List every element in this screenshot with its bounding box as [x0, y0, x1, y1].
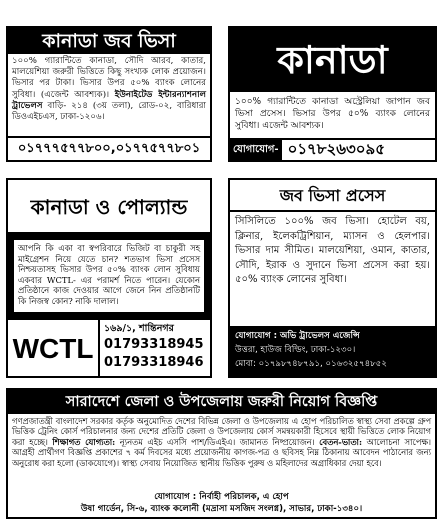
ad-job-visa-process — [228, 178, 437, 378]
wctl-logo: WCTL — [8, 320, 100, 376]
ad-title: সারাদেশে জেলা ও উপজেলায় জরুরী নিয়োগ বিজ্ঞপ্তি — [8, 390, 435, 414]
ad-body: ১০০% গ্যারান্টিতে কানাডা অস্ট্রেলিয়া জাপান জব ভিসা প্রসেস। ভিসার উপর ৫০% ব্যাংক লোনের সুবিধা। এজেন্ট আবশ্যক। — [235, 97, 430, 131]
ad-phone-1: 01793318945 — [104, 337, 204, 352]
ad-phone: ০১৭৮২৬৩০৯৫ — [287, 139, 386, 158]
ad-address: বাড়ি- ২১৪ (৩য় তলা), রোড-০২, বারিধারা ডিওএইচএস, ঢাকা-১২০৬। — [12, 100, 206, 123]
ad-contact-box — [230, 326, 435, 376]
ad-phone-2: 01793318946 — [104, 355, 204, 370]
ad-salary: আলোচনা সাপেক্ষ। আগ্রহী প্রার্থীগণ বিজ্ঞপ্তি প্রকাশের ৭ কর্ম দিবসের মধ্যে প্রয়োজনীয় কাগজ-পত্র ও ছবিসহ নিম্ন ঠিকানায় আবেদন পাঠানোর জন্য অনুরোধ করা হলো (ডাকযোগে)। স্বাস্থ্য সেবায় নিয়োজিত স্থানীয় ভিত্তিক পুরুষ ও মহিলাদের অগ্রাধিকার দেয়া হবে। — [12, 436, 432, 468]
ad-body: আপনি কি একা বা স্বপরিবারে ভিজিট বা চাকুরী সহ মাইগ্রেশন নিয়ে যেতে চান? শতভাগ ভিসা প্রসেস নিশ্চয়তাসহ ভিসার উপর ৫০% ব্যাংক লোন সুবিধায় একবার WCTL- এর পরামর্শ নিতে পারেন। যেকোন প্রতিষ্ঠানে কাজ দেওয়ার আগে জেনে নিন প্রতিষ্ঠানটি কি নিজস্ব কোন? নাকি দালাল। — [14, 240, 204, 312]
ad-canada — [228, 26, 437, 162]
ad-body — [8, 414, 435, 490]
ad-phone-bar — [8, 136, 210, 160]
ad-title: জব ভিসা প্রসেস — [230, 180, 435, 212]
ad-address: ১৬৯/১, শান্তিনগর — [104, 323, 174, 334]
ad-title: কানাডা — [230, 28, 435, 92]
ad-contact — [100, 320, 210, 376]
ad-address: উত্তরা, হাউজ বিল্ডিং, ঢাকা-১২৩০। — [235, 345, 356, 355]
ad-title: কানাডা ও পোল্যান্ড — [8, 180, 210, 234]
ad-body: সিসিলিতে ১০০% জব ভিসা। হোটেল বয়, ক্লিনার, ইলেকট্রিশিয়ান, ম্যাসন ও হেলপার। ভিসার দাম সীমিত। মালয়েশিয়া, ওমান, কাতার, সৌদি, ইরাক ও সুদানে ভিসা প্রসেস করা হয়। ৫০% ব্যাংক লোনের সুবিধা। — [235, 216, 430, 285]
ad-footer — [8, 318, 210, 376]
ad-contact-label: যোগাযোগ- — [230, 140, 282, 160]
ad-company: ইউনাইটেড ইন্টারন্যাশনাল ট্রাভেলস — [12, 89, 206, 111]
ad-address: উষা গার্ডেন, সি-৬, ব্যাংক কলোনী (মদ্রাসা মসজিদ সংলগ্ন), সাভার, ঢাকা-১৩৪০। — [80, 504, 363, 514]
ad-contact-box — [8, 490, 435, 517]
ad-body — [8, 54, 210, 134]
ad-qual-label: শিক্ষাগত যোগ্যতা: — [52, 436, 116, 447]
ad-canada-job-visa — [6, 26, 212, 162]
ad-body-box — [8, 234, 210, 318]
ad-body-main: গণপ্রজাতন্ত্রী বাংলাদেশ সরকার কর্তৃক অনুমোদিত দেশের বিভিন্ন জেলা ও উপজেলায় এ হোপ পরিচালিত স্বাস্থ্য সেবা প্রকল্পে গ্রুপ ভিত্তিক ট্রেনিং কোর্স পরিচালনার জন্য দেশের প্রতিটি জেলা ও উপজেলায় কোর্স সমন্বয়কারী হিসেবে স্থায়ী ভিত্তিতে লোক নিয়োগ করা হচ্ছে। — [12, 416, 431, 447]
ad-description: ১০০% গ্যারান্টিতে কানাডা, সৌদি আরব, কাতার, মালয়েশিয়া জরুরী ভিত্তিতে কিছু সংখ্যক লোক প্রয়োজন। ভিসার পর টাকা। ভিসার উপর ৫০% ব্যাংক লোনের সুবিধা। (এজেন্ট আবশ্যক)। — [12, 56, 206, 100]
ad-mobile: মোবা: ০১৭৯৮৭৪৮৭৯১, ০১৬৩২৫৭৪৮৫২ — [235, 359, 387, 369]
ad-recruitment-notice — [6, 388, 437, 519]
ad-title: কানাডা জব ভিসা — [8, 28, 210, 54]
ad-contact-bar — [230, 138, 435, 160]
ad-salary-label: বেতন-ভাতা: — [319, 436, 363, 447]
ad-contact: যোগাযোগ : অভি ট্রাভেলস এজেন্সি — [235, 331, 360, 341]
ad-phone: ০১৭৭৭৫৭৭৮০০,০১৭৭৫৭৭৮০১ — [17, 141, 201, 156]
ad-qual: ন্যূনতম এইচ এসসি পাশ/ডিএইএ। জামানত নিষ্প্রয়োজন। — [119, 436, 315, 447]
ad-canada-poland — [6, 178, 212, 378]
ad-contact: যোগাযোগ : নির্বাহী পরিচালক, এ হোপ — [154, 492, 289, 502]
